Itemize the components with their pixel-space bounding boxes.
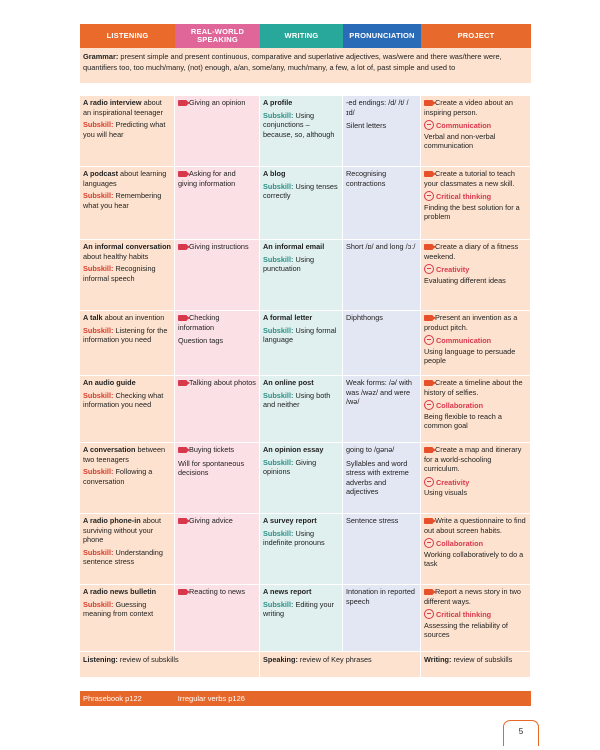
project-skill: Creativity: [436, 265, 470, 275]
pronunciation-item: going to /gənə/: [346, 445, 395, 454]
subskill-label: Subskill:: [263, 599, 294, 609]
writing-cell: [260, 240, 343, 310]
video-icon: [424, 380, 433, 386]
speaking-cell: [175, 376, 260, 442]
project-skill: Collaboration: [436, 539, 484, 549]
listening-desc: about an inspirational teenager: [83, 98, 163, 117]
writing-subskill: Using tenses correctly: [263, 181, 338, 201]
project-task: Write a questionnaire to find out about screen habits.: [424, 516, 526, 535]
writing-subskill: Using punctuation: [263, 254, 315, 274]
speaking-cell: [175, 167, 260, 239]
listening-subskill: Understanding sentence stress: [83, 547, 163, 567]
table-row: [80, 584, 531, 651]
project-cell: [421, 96, 531, 166]
subskill-label: Subskill:: [83, 599, 114, 609]
skill-icon: [424, 335, 434, 345]
subskill-label: Subskill:: [263, 325, 294, 335]
project-cell: [421, 514, 531, 584]
pronunciation-cell: [343, 96, 421, 166]
table-row: [80, 442, 531, 513]
subskill-label: Subskill:: [263, 528, 294, 538]
review-listening: Listening: review of subskills: [80, 652, 260, 677]
speaking-item: Will for spontaneous decisions: [178, 458, 245, 478]
skill-icon: [424, 538, 434, 548]
project-cell: [421, 376, 531, 442]
video-icon: [178, 171, 187, 177]
pronunciation-cell: [343, 514, 421, 584]
writing-subskill: Using both and neither: [263, 390, 331, 410]
writing-subskill: Using conjunctions – because, so, although: [263, 110, 335, 139]
video-icon: [424, 315, 433, 321]
project-task: Create a video about an inspiring person.: [424, 98, 513, 117]
project-task: Report a news story in two different ways.: [424, 587, 521, 606]
project-detail: Being flexible to reach a common goal: [424, 411, 502, 431]
listening-title: A talk: [83, 313, 103, 322]
speaking-item: Buying tickets: [189, 445, 235, 454]
pronunciation-cell: [343, 376, 421, 442]
listening-desc: about surviving without your phone: [83, 516, 161, 545]
project-detail: Verbal and non-verbal communication: [424, 131, 496, 151]
writing-cell: [260, 514, 343, 584]
project-skill: Communication: [436, 121, 492, 131]
speaking-cell: [175, 96, 260, 166]
video-icon: [424, 518, 433, 524]
skill-icon: [424, 264, 434, 274]
project-cell: [421, 585, 531, 651]
project-skill: Communication: [436, 336, 492, 346]
skill-icon: [424, 400, 434, 410]
listening-title: A radio news bulletin: [83, 587, 157, 596]
speaking-cell: [175, 311, 260, 375]
skill-icon: [424, 477, 434, 487]
video-icon: [424, 244, 433, 250]
project-cell: [421, 311, 531, 375]
header-writing: WRITING: [260, 24, 343, 48]
writing-subskill: Using indefinite pronouns: [263, 528, 325, 548]
pronunciation-item: Weak forms: /ə/ with was /wəz/ and were /wə/: [346, 378, 412, 407]
header-speaking: REAL-WORLD SPEAKING: [175, 24, 260, 48]
contents-table: [80, 24, 531, 706]
video-icon: [178, 589, 187, 595]
subskill-label: Subskill:: [263, 181, 294, 191]
project-skill: Critical thinking: [436, 192, 492, 202]
speaking-cell: [175, 514, 260, 584]
video-icon: [424, 447, 433, 453]
subskill-label: Subskill:: [83, 264, 114, 274]
listening-subskill: Checking what information you need: [83, 390, 164, 410]
speaking-item: Talking about photos: [189, 378, 256, 387]
writing-cell: [260, 96, 343, 166]
pronunciation-item: Sentence stress: [346, 516, 399, 525]
project-detail: Working collaboratively to do a task: [424, 549, 524, 569]
listening-desc: about learning languages: [83, 169, 167, 188]
listening-subskill: Remembering what you hear: [83, 191, 162, 210]
listening-subskill: Guessing meaning from context: [83, 599, 154, 619]
table-row: [80, 513, 531, 584]
listening-title: A radio interview: [83, 98, 142, 107]
video-icon: [178, 380, 187, 386]
project-cell: [421, 443, 531, 513]
subskill-label: Subskill:: [83, 390, 114, 400]
listening-cell: [80, 443, 175, 513]
writing-title: An informal email: [263, 242, 325, 251]
project-task: Create a map and itinerary for a world-schooling curriculum.: [424, 445, 522, 474]
listening-cell: [80, 376, 175, 442]
project-detail: Evaluating different ideas: [424, 275, 506, 285]
header-row: [80, 24, 531, 48]
review-row: [80, 651, 531, 677]
pronunciation-item: Syllables and word stress with extreme adverbs and adjectives: [346, 458, 409, 497]
review-speaking: Speaking: review of Key phrases: [260, 652, 421, 677]
project-task: Create a tutorial to teach your classmates a new skill.: [424, 169, 515, 188]
pronunciation-cell: [343, 585, 421, 651]
table-row: [80, 310, 531, 375]
pronunciation-cell: [343, 443, 421, 513]
writing-subskill: Editing your writing: [263, 599, 334, 619]
listening-title: An informal conversation: [83, 242, 171, 251]
listening-desc: about healthy habits: [83, 251, 149, 261]
video-icon: [424, 589, 433, 595]
listening-subskill: Following a conversation: [83, 467, 153, 486]
listening-cell: [80, 585, 175, 651]
header-pronunciation: PRONUNCIATION: [343, 24, 421, 48]
pronunciation-item: Recognising contractions: [346, 169, 387, 188]
speaking-item: Giving an opinion: [189, 98, 246, 107]
pronunciation-item: -ed endings: /d/ /t/ /ɪd/: [346, 98, 409, 117]
project-detail: Finding the best solution for a problem: [424, 202, 520, 222]
subskill-label: Subskill:: [263, 390, 294, 400]
header-project: PROJECT: [421, 24, 531, 48]
unit-rows: [80, 95, 531, 651]
pronunciation-item: Diphthongs: [346, 313, 383, 322]
speaking-cell: [175, 585, 260, 651]
subskill-label: Subskill:: [83, 467, 114, 477]
listening-title: A podcast: [83, 169, 119, 178]
writing-cell: [260, 167, 343, 239]
project-detail: Assessing the reliability of sources: [424, 620, 508, 640]
pronunciation-cell: [343, 240, 421, 310]
video-icon: [424, 100, 433, 106]
listening-cell: [80, 514, 175, 584]
subskill-label: Subskill:: [83, 191, 114, 201]
subskill-label: Subskill:: [263, 457, 294, 467]
pronunciation-cell: [343, 311, 421, 375]
writing-title: A news report: [263, 587, 312, 596]
writing-title: A survey report: [263, 516, 317, 525]
table-row: [80, 239, 531, 310]
project-task: Present an invention as a product pitch.: [424, 313, 518, 332]
table-row: [80, 95, 531, 166]
project-detail: Using language to persuade people: [424, 346, 516, 366]
speaking-item: Asking for and giving information: [178, 169, 236, 188]
listening-cell: [80, 311, 175, 375]
writing-title: A blog: [263, 169, 286, 178]
listening-desc: between two teenagers: [83, 445, 166, 464]
listening-subskill: Listening for the information you need: [83, 325, 168, 345]
subskill-label: Subskill:: [83, 325, 114, 335]
subskill-label: Subskill:: [263, 254, 294, 264]
subskill-label: Subskill:: [83, 547, 114, 557]
grammar-row: [80, 48, 531, 83]
speaking-item: Reacting to news: [189, 587, 245, 596]
video-icon: [178, 244, 187, 250]
listening-desc: about an invention: [104, 313, 165, 322]
writing-cell: [260, 585, 343, 651]
writing-cell: [260, 376, 343, 442]
footer-bar: [80, 691, 531, 706]
project-detail: Using visuals: [424, 488, 467, 498]
speaking-item: Giving instructions: [189, 242, 249, 251]
video-icon: [178, 315, 187, 321]
writing-title: A formal letter: [263, 313, 313, 322]
video-icon: [424, 171, 433, 177]
writing-title: An opinion essay: [263, 445, 324, 454]
table-row: [80, 166, 531, 239]
project-task: Create a diary of a fitness weekend.: [424, 242, 519, 261]
grammar-text: present simple and present continuous, comparative and superlative adjectives, was/were and there was/there were, quantifiers too, too much/many, (not) enough, a/an, some/any, much/many, a few, a lot of, past simple and used to: [83, 52, 502, 72]
skill-icon: [424, 120, 434, 130]
speaking-item: Checking information: [178, 313, 220, 332]
project-task: Create a timeline about the history of selfies.: [424, 378, 523, 397]
subskill-label: Subskill:: [83, 120, 114, 130]
speaking-cell: [175, 443, 260, 513]
project-cell: [421, 240, 531, 310]
project-cell: [421, 167, 531, 239]
page-number: 5: [503, 720, 539, 746]
project-skill: Collaboration: [436, 401, 484, 411]
speaking-item: Giving advice: [189, 516, 233, 525]
video-icon: [178, 447, 187, 453]
listening-cell: [80, 96, 175, 166]
video-icon: [178, 100, 187, 106]
review-writing: Writing: review of subskills: [421, 652, 531, 677]
pronunciation-item: Silent letters: [346, 121, 387, 131]
writing-title: An online post: [263, 378, 314, 387]
grammar-label: Grammar:: [83, 52, 119, 61]
pronunciation-item: Intonation in reported speech: [346, 587, 415, 606]
writing-subskill: Using formal language: [263, 325, 337, 345]
writing-cell: [260, 443, 343, 513]
skill-icon: [424, 191, 434, 201]
listening-subskill: Predicting what you will hear: [83, 120, 166, 139]
listening-title: A radio phone-in: [83, 516, 141, 525]
listening-title: A conversation: [83, 445, 136, 454]
listening-cell: [80, 240, 175, 310]
table-row: [80, 375, 531, 442]
irregular-verbs-link[interactable]: Irregular verbs p126: [177, 694, 245, 703]
phrasebook-link[interactable]: Phrasebook p122: [83, 694, 142, 703]
project-skill: Critical thinking: [436, 610, 492, 620]
writing-title: A profile: [263, 98, 293, 107]
video-icon: [178, 518, 187, 524]
writing-subskill: Giving opinions: [263, 457, 317, 477]
speaking-item: Question tags: [178, 336, 224, 346]
listening-subskill: Recognising informal speech: [83, 264, 156, 283]
skill-icon: [424, 609, 434, 619]
subskill-label: Subskill:: [263, 110, 294, 120]
writing-cell: [260, 311, 343, 375]
pronunciation-cell: [343, 167, 421, 239]
pronunciation-item: Short /ɒ/ and long /ɔː/: [346, 242, 416, 251]
listening-title: An audio guide: [83, 378, 136, 387]
header-listening: LISTENING: [80, 24, 175, 48]
listening-cell: [80, 167, 175, 239]
speaking-cell: [175, 240, 260, 310]
project-skill: Creativity: [436, 477, 470, 487]
